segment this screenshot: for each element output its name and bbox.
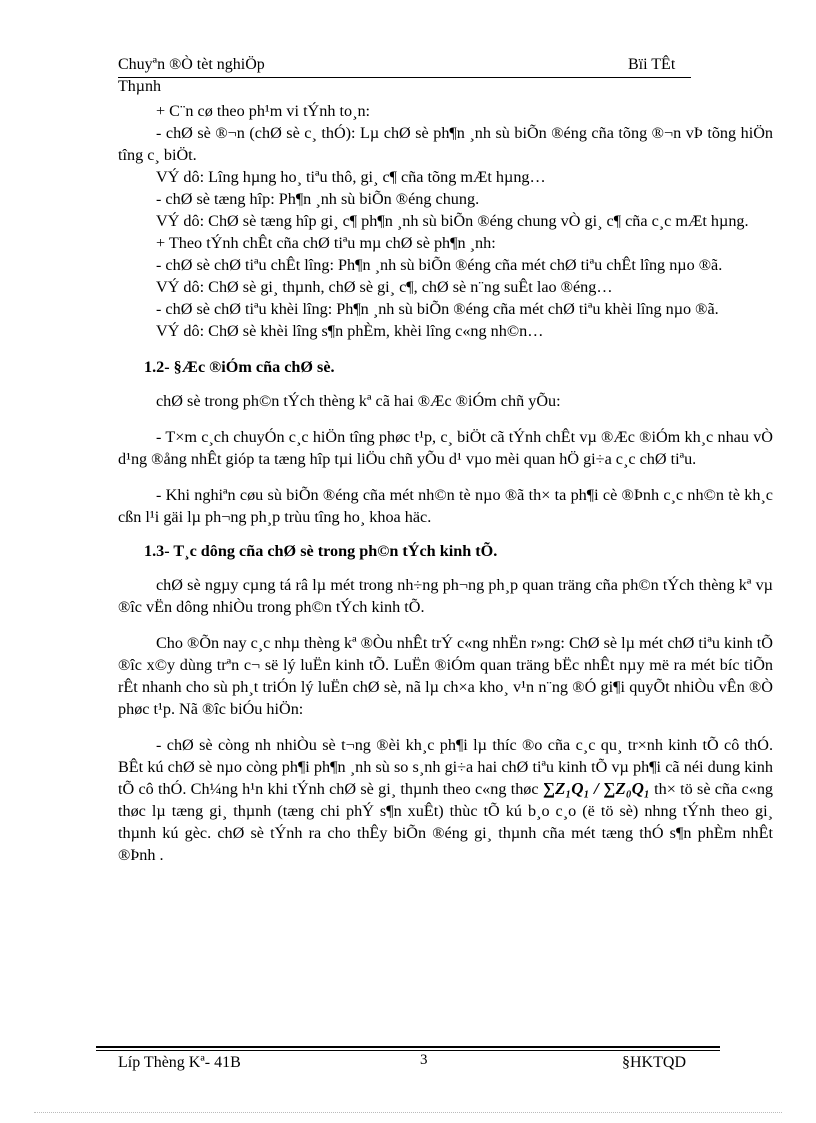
paragraph: - Khi nghiªn cøu sù biÕn ®éng cña mét nh©n tè nµo ®ã th× ta ph¶i cè ®Þnh c¸c nh©n tè kh¸c cßn l¹i gäi lµ ph¬ng ph¸p trùu tîng ho¸ khoa häc. — [118, 486, 773, 526]
paragraph-text: th× tö sè cña c«ng thøc lµ tæng gi¸ thµnh (tæng chi phÝ s¶n xuÊt) thùc tÕ kú b¸o c¸o (ë tö sè) nhng tÝnh theo gi¸ thµnh kú gèc. chØ sè tÝnh ra cho thÊy biÕn ®éng gi¸ thµnh cña mét tæng thÓ s¶n phÈm nhÊt ®Þnh . — [118, 780, 774, 864]
paragraph: chØ sè trong ph©n tÝch thèng kª cã hai ®Æc ®iÓm chñ yÕu: — [156, 392, 561, 410]
page-number: 3 — [420, 1052, 428, 1068]
paragraph: + C¨n cø theo ph¹m vi tÝnh to¸n: — [156, 102, 371, 120]
paragraph: VÝ dô: Lîng hµng ho¸ tiªu thô, gi¸ c¶ cña tõng mÆt hµng… — [156, 168, 546, 186]
footer-university: §HKTQD — [622, 1054, 686, 1071]
paragraph — [118, 734, 773, 866]
paragraph: + Theo tÝnh chÊt cña chØ tiªu mµ chØ sè ph¶n ¸nh: — [156, 234, 496, 252]
paragraph: VÝ dô: ChØ sè tæng hîp gi¸ c¶ ph¶n ¸nh sù biÕn ®éng chung vÒ gi¸ c¶ cña c¸c mÆt hµng. — [156, 212, 749, 230]
paragraph-text: - chØ sè còng nh nhiÒu sè t¬ng ®èi kh¸c ph¶i lµ thíc ®o cña c¸c qu¸ tr×nh kinh tÕ cô thÓ. BÊt kú chØ sè nµo còng ph¶i ph¶n ¸nh sù so s¸nh gi÷a hai chØ tiªu kinh tÕ vµ ph¶i cã néi dung kinh tÕ cô thÓ. Ch¼ng h¹n khi tÝnh chØ sè gi¸ thµnh theo c«ng thøc — [118, 736, 773, 798]
header-rule — [118, 77, 691, 78]
header-author: Bïi TÊt — [628, 56, 676, 73]
footer-rule-thick — [96, 1046, 720, 1048]
header-title: Chuyªn ®Ò tèt nghiÖp — [118, 56, 265, 73]
section-heading-1-3: 1.3- T¸c dông cña chØ sè trong ph©n tÝch kinh tÕ. — [144, 542, 498, 560]
footer-class: Líp Thèng Kª- 41B — [118, 1054, 241, 1071]
paragraph: chØ sè ngµy cµng tá râ lµ mét trong nh÷ng ph¬ng ph¸p quan träng cña ph©n tÝch thèng kª vµ ®îc vËn dông nhiÒu trong ph©n tÝch kinh tÕ. — [118, 576, 773, 616]
paragraph: Cho ®Õn nay c¸c nhµ thèng kª ®Òu nhÊt trÝ c«ng nhËn r»ng: ChØ sè lµ mét chØ tiªu kinh tÕ ®îc x©y dùng trªn c¬ së lý luËn kinh tÕ. LuËn ®iÓm quan träng bËc nhÊt nµy më ra mét bíc tiÕn rÊt nhanh cho sù ph¸t triÓn lý luËn chØ sè, nã lµ ch×a kho¸ v¹n n¨ng ®Ó gi¶i quyÕt nhiÒu vÊn ®Ò phøc t¹p. Nã ®îc biÓu hiÖn: — [118, 634, 773, 718]
document-body — [118, 100, 773, 866]
cost-index-formula: ∑Z₁Q₁ / ∑Z₀Q₁ — [542, 779, 650, 798]
paragraph: - chØ sè ®¬n (chØ sè c¸ thÓ): Lµ chØ sè ph¶n ¸nh sù biÕn ®éng cña tõng ®¬n vÞ tõng hiÖn tîng c¸ biÖt. — [118, 124, 773, 164]
paragraph: - T×m c¸ch chuyÓn c¸c hiÖn tîng phøc t¹p, c¸ biÖt cã tÝnh chÊt vµ ®Æc ®iÓm kh¸c nhau vÒ d¹ng ®ång nhÊt gióp ta tæng hîp tµi liÖu chñ yÕu d¹ vµo mèi quan hÖ gi÷a c¸c chØ tiªu. — [118, 428, 773, 468]
page-bottom-dotted-line — [34, 1112, 782, 1113]
section-heading-1-2: 1.2- §Æc ®iÓm cña chØ sè. — [144, 358, 335, 376]
paragraph: - chØ sè chØ tiªu khèi lîng: Ph¶n ¸nh sù biÕn ®éng cña mét chØ tiªu khèi lîng nµo ®ã. — [156, 300, 719, 318]
header-author-continued: Thµnh — [118, 78, 161, 95]
footer-rule-thin — [96, 1050, 720, 1051]
paragraph: - chØ sè tæng hîp: Ph¶n ¸nh sù biÕn ®éng chung. — [156, 190, 480, 208]
paragraph: VÝ dô: ChØ sè gi¸ thµnh, chØ sè gi¸ c¶, chØ sè n¨ng suÊt lao ®éng… — [156, 278, 613, 296]
paragraph: VÝ dô: ChØ sè khèi lîng s¶n phÈm, khèi lîng c«ng nh©n… — [156, 322, 544, 340]
paragraph: - chØ sè chØ tiªu chÊt lîng: Ph¶n ¸nh sù biÕn ®éng cña mét chØ tiªu chÊt lîng nµo ®ã. — [156, 256, 723, 274]
